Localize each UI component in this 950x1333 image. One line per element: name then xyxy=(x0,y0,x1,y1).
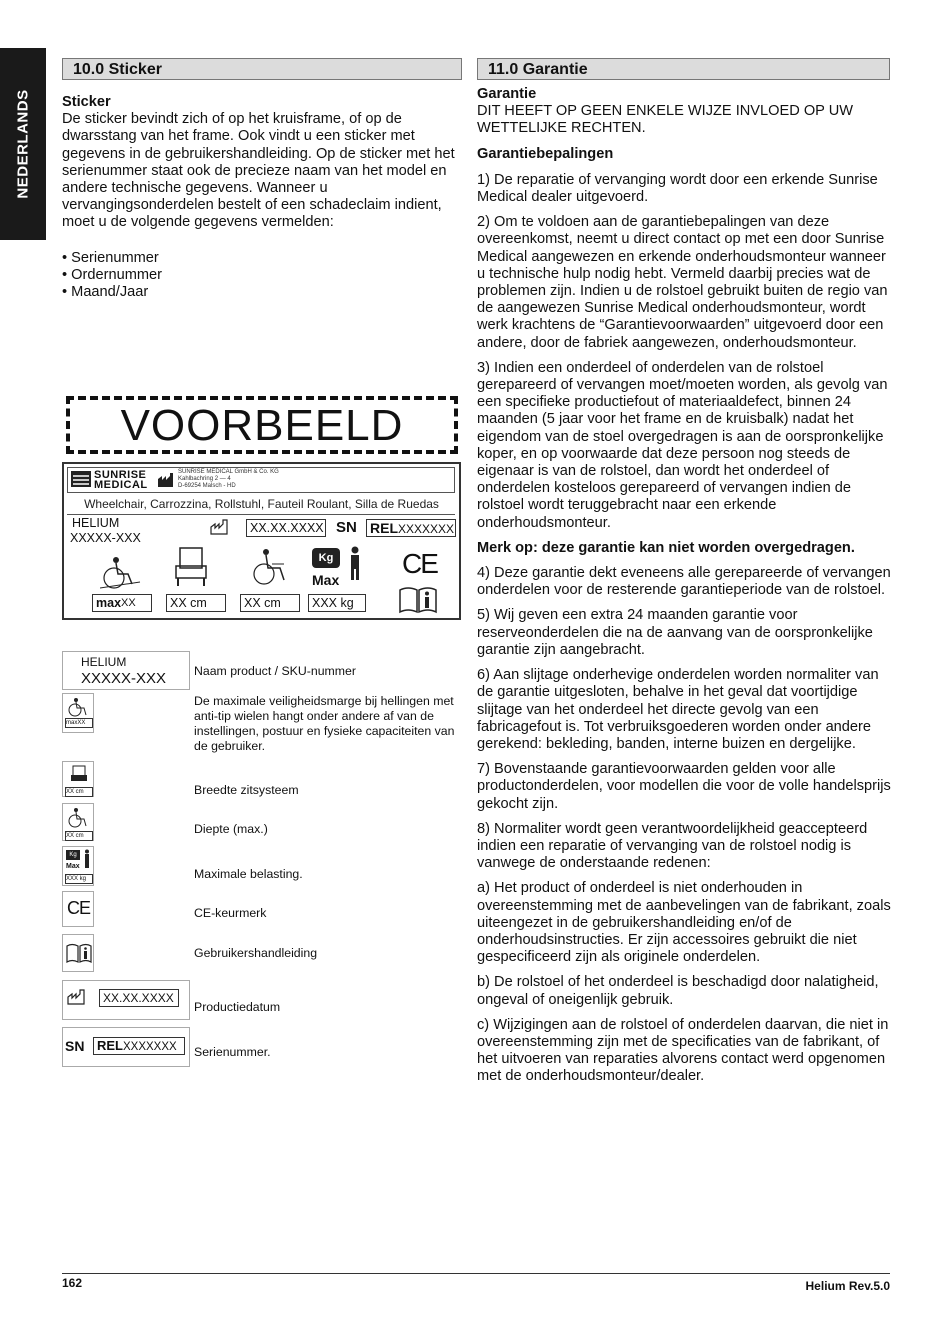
legend-production-date-cell xyxy=(62,980,190,1020)
manual-icon xyxy=(66,943,92,963)
garantie-text xyxy=(477,86,892,1094)
sticker-intro: De sticker bevindt zich of op het kruisframe, of op de dwarsstang van het frame. Ook vindt u een sticker met gegevens in de gebruikershandleiding. Op de sticker met het serienummer staat ook de precieze naam van het model en andere technische gegevens. Wanneer u vervangingsonderdelen bestelt of een schadeclaim indient, moet u de volgende gegevens vermelden: xyxy=(62,111,455,231)
ce-mark-icon: CE xyxy=(402,548,437,579)
slope-icon xyxy=(66,697,92,717)
language-side-tab xyxy=(0,48,46,240)
transfer-note: Merk op: deze garantie kan niet worden overgedragen. xyxy=(477,539,855,556)
list-item: • Serienummer xyxy=(62,249,159,266)
paragraph-b: b) De rolstoel of het onderdeel is beschadigd door nalatigheid, ongeval of oneigenlijk gebruik. xyxy=(477,974,879,1008)
slope-value: XX xyxy=(77,720,86,726)
legend-manual-cell xyxy=(62,934,94,972)
brand-name xyxy=(94,470,148,490)
legend-serial-cell xyxy=(62,1027,190,1067)
serial-box xyxy=(93,1037,185,1055)
legend-seat-depth-cell xyxy=(62,803,94,841)
paragraph-8: 8) Normaliter wordt geen verantwoordelijkheid geaccepteerd indien een reparatie of vervanging van de rolstoel nodig is vanwege de onderstaande redenen: xyxy=(477,820,868,872)
seat-width-box: XX cm xyxy=(166,594,226,612)
sn-label: SN xyxy=(65,1038,85,1054)
sticker-text xyxy=(62,94,462,301)
production-date-icon xyxy=(67,989,89,1005)
kg-icon: Kg xyxy=(312,548,340,568)
section-heading-garantie: 11.0 Garantie xyxy=(477,58,890,80)
sunrise-logo-icon xyxy=(71,471,91,487)
legend-max-load-cell xyxy=(62,846,94,886)
slope-icon xyxy=(100,554,142,590)
ce-mark-icon: CE xyxy=(67,898,91,918)
production-date-box: XX.XX.XXXX xyxy=(99,989,179,1007)
bullet-list xyxy=(62,250,462,302)
legend-text: Gebruikershandleiding xyxy=(194,946,318,960)
max-load-box: XXX kg xyxy=(308,594,366,612)
slope-value: XX xyxy=(121,597,136,609)
manufacturer-address xyxy=(178,469,279,490)
sn-label: SN xyxy=(336,519,357,536)
legend-product-name-cell xyxy=(62,651,190,690)
document-reference: Helium Rev.5.0 xyxy=(805,1279,890,1293)
seat-width-icon xyxy=(70,765,88,785)
slope-label: max xyxy=(66,720,78,726)
garantiebepalingen-title: Garantiebepalingen xyxy=(477,145,614,162)
legend-seat-width-cell xyxy=(62,761,94,797)
production-date-box: XX.XX.XXXX xyxy=(246,519,326,537)
sticker-model xyxy=(70,516,141,546)
side-tab-label: NEDERLANDS xyxy=(14,89,32,199)
person-icon xyxy=(83,849,91,869)
slope-value-box xyxy=(92,594,152,612)
brand-line-1: SUNRISE xyxy=(94,469,147,481)
legend-ce-cell xyxy=(62,891,94,927)
garantie-title: Garantie xyxy=(477,86,537,102)
model-name: HELIUM xyxy=(81,655,127,669)
depth-mini-box: XX cm xyxy=(65,831,93,841)
footer-divider xyxy=(62,1273,890,1274)
load-mini-box: XXX kg xyxy=(65,874,93,884)
legend-text: Maximale belasting. xyxy=(194,867,303,881)
list-item: • Ordernummer xyxy=(62,266,162,283)
paragraph-2: 2) Om te voldoen aan de garantiebepalingen van deze overeenkomst, neemt u direct contact op met een door Sunrise Medical aangewezen en erkende onderhoudsmonteur wanneer u technische hulp nodig hebt. Vermeld daarbij precies wat de problemen zijn. Indien u de rolstoel gebruikt buiten de regio van de aangewezen Sunrise Medical onderhoudsmonteur, wordt werk krachtens de “Garantievoorwaarden” uitgevoerd door een andere, door de fabriek aangewezen, onderhoudsmonteur. xyxy=(477,214,888,351)
legend-text: Diepte (max.) xyxy=(194,822,268,836)
section-heading-sticker: 10.0 Sticker xyxy=(62,58,462,80)
product-type-languages: Wheelchair, Carrozzina, Rollstuhl, Fauteil Roulant, Silla de Ruedas xyxy=(84,497,439,511)
ref-value: XXXXXXX xyxy=(123,1041,177,1053)
ref-value: XXXXXXX xyxy=(398,522,455,536)
page-number: 162 xyxy=(62,1276,83,1290)
sku-number: XXXXX-XXX xyxy=(81,670,167,687)
legend-slope-cell xyxy=(62,693,94,733)
slope-label: max xyxy=(96,596,122,610)
paragraph-7: 7) Bovenstaande garantievoorwaarden gelden voor alle productonderdelen, voor modellen die voor de volle handelsprijs gekocht zijn. xyxy=(477,761,891,812)
legend-text: De maximale veiligheidsmarge bij hellingen met anti-tip wielen hangt onder andere af van de instellingen, postuur en fysieke capaciteiten van de gebruiker. xyxy=(194,694,455,753)
serial-box xyxy=(366,519,456,537)
production-date-icon xyxy=(210,519,232,535)
paragraph-1: 1) De reparatie of vervanging wordt door een erkende Sunrise Medical dealer uitgevoerd. xyxy=(477,171,878,206)
paragraph-c: c) Wijzigingen aan de rolstoel of onderdelen daarvan, die niet in overeenstemming zijn met de specificaties van de fabrikant, of het uitvoeren van reparaties alvorens contact werd opgenomen met de onderhoudsmonteur/dealer. xyxy=(477,1016,889,1085)
kg-icon: Kg xyxy=(66,850,80,860)
sticker-example xyxy=(62,462,461,620)
paragraph-6: 6) Aan slijtage onderhevige onderdelen worden normaliter van de garantie uitgesloten, behalve in het geval dat voortijdige slijtage van het onderdeel het directe gevolg van een fabricagefout is. Tot verbruiksgoederen worden onder andere gerekend: bekleding, banden, interne buizen en dergelijke. xyxy=(477,667,879,752)
seat-width-icon xyxy=(174,546,210,588)
max-label: Max xyxy=(312,572,340,588)
address-line: Kahlbachring 2 — 4 xyxy=(178,476,231,482)
seat-depth-icon xyxy=(66,807,92,829)
width-mini-box: XX cm xyxy=(65,787,93,797)
slope-mini-box xyxy=(65,718,93,728)
legend-text: Breedte zitsysteem xyxy=(194,783,299,797)
ref-prefix: REL xyxy=(97,1038,123,1053)
max-label: Max xyxy=(66,863,80,870)
ref-prefix: REL xyxy=(370,520,398,536)
person-icon xyxy=(348,546,362,582)
brand-line-2: MEDICAL xyxy=(94,479,148,491)
list-item: • Maand/Jaar xyxy=(62,284,149,301)
paragraph-a: a) Het product of onderdeel is niet onderhouden in overeenstemming met de aanbevelingen van de fabrikant, zoals uiteengezet in de gebruikershandleiding en/of de onderhoudsinstructies. Er zijn accessoires gebruikt die niet gespecificeerd zijn als originele onderdelen. xyxy=(477,880,891,966)
model-name: HELIUM xyxy=(72,516,120,530)
paragraph-5: 5) Wij geven een extra 24 maanden garantie voor reserveonderdelen die na de aanvang van de oorspronkelijke garantie zijn aangebracht. xyxy=(477,607,873,658)
sku-number: XXXXX-XXX xyxy=(70,531,141,545)
address-line: D-69254 Malsch - HD xyxy=(178,483,236,489)
legend-text: CE-keurmerk xyxy=(194,906,267,920)
legend-text: Serienummer. xyxy=(194,1045,271,1059)
paragraph-3: 3) Indien een onderdeel of onderdelen van de rolstoel gerepareerd of vervangen moet/moeten worden, als gevolg van een specifieke productiefout of materiaaldefect, binnen 24 maanden (5 jaar voor het frame en de kruisbalk) nadat het eigendom van de stoel overgedragen is aan de oorspronkelijke koper, en op voorwaarde dat deze persoon nog steeds de eigenaar is van de rolstoel, dan wordt het onderdeel of onderdelen kosteloos gerepareerd of vervangen indien de rolstoel wordt teruggebracht naar een erkende onderhoudsmonteur. xyxy=(477,359,888,531)
sticker-subheading: Sticker xyxy=(62,94,111,110)
divider xyxy=(67,514,455,515)
sticker-logo-bar xyxy=(67,467,455,493)
example-label: VOORBEELD xyxy=(66,396,458,454)
address-line: SUNRISE MEDICAL GmbH & Co. KG xyxy=(178,469,279,475)
paragraph-4: 4) Deze garantie dekt eveneens alle gerepareerde of vervangen onderdelen voor de resterende garantieperiode van de rolstoel. xyxy=(477,565,891,599)
manual-icon xyxy=(398,586,438,614)
legend-text: Naam product / SKU-nummer xyxy=(194,664,356,678)
seat-depth-box: XX cm xyxy=(240,594,300,612)
legend-text: Productiedatum xyxy=(194,1000,281,1014)
seat-depth-icon xyxy=(250,546,292,588)
manufacturer-icon xyxy=(158,473,174,487)
garantie-caps: DIT HEEFT OP GEEN ENKELE WIJZE INVLOED OP UW WETTELIJKE RECHTEN. xyxy=(477,103,854,137)
